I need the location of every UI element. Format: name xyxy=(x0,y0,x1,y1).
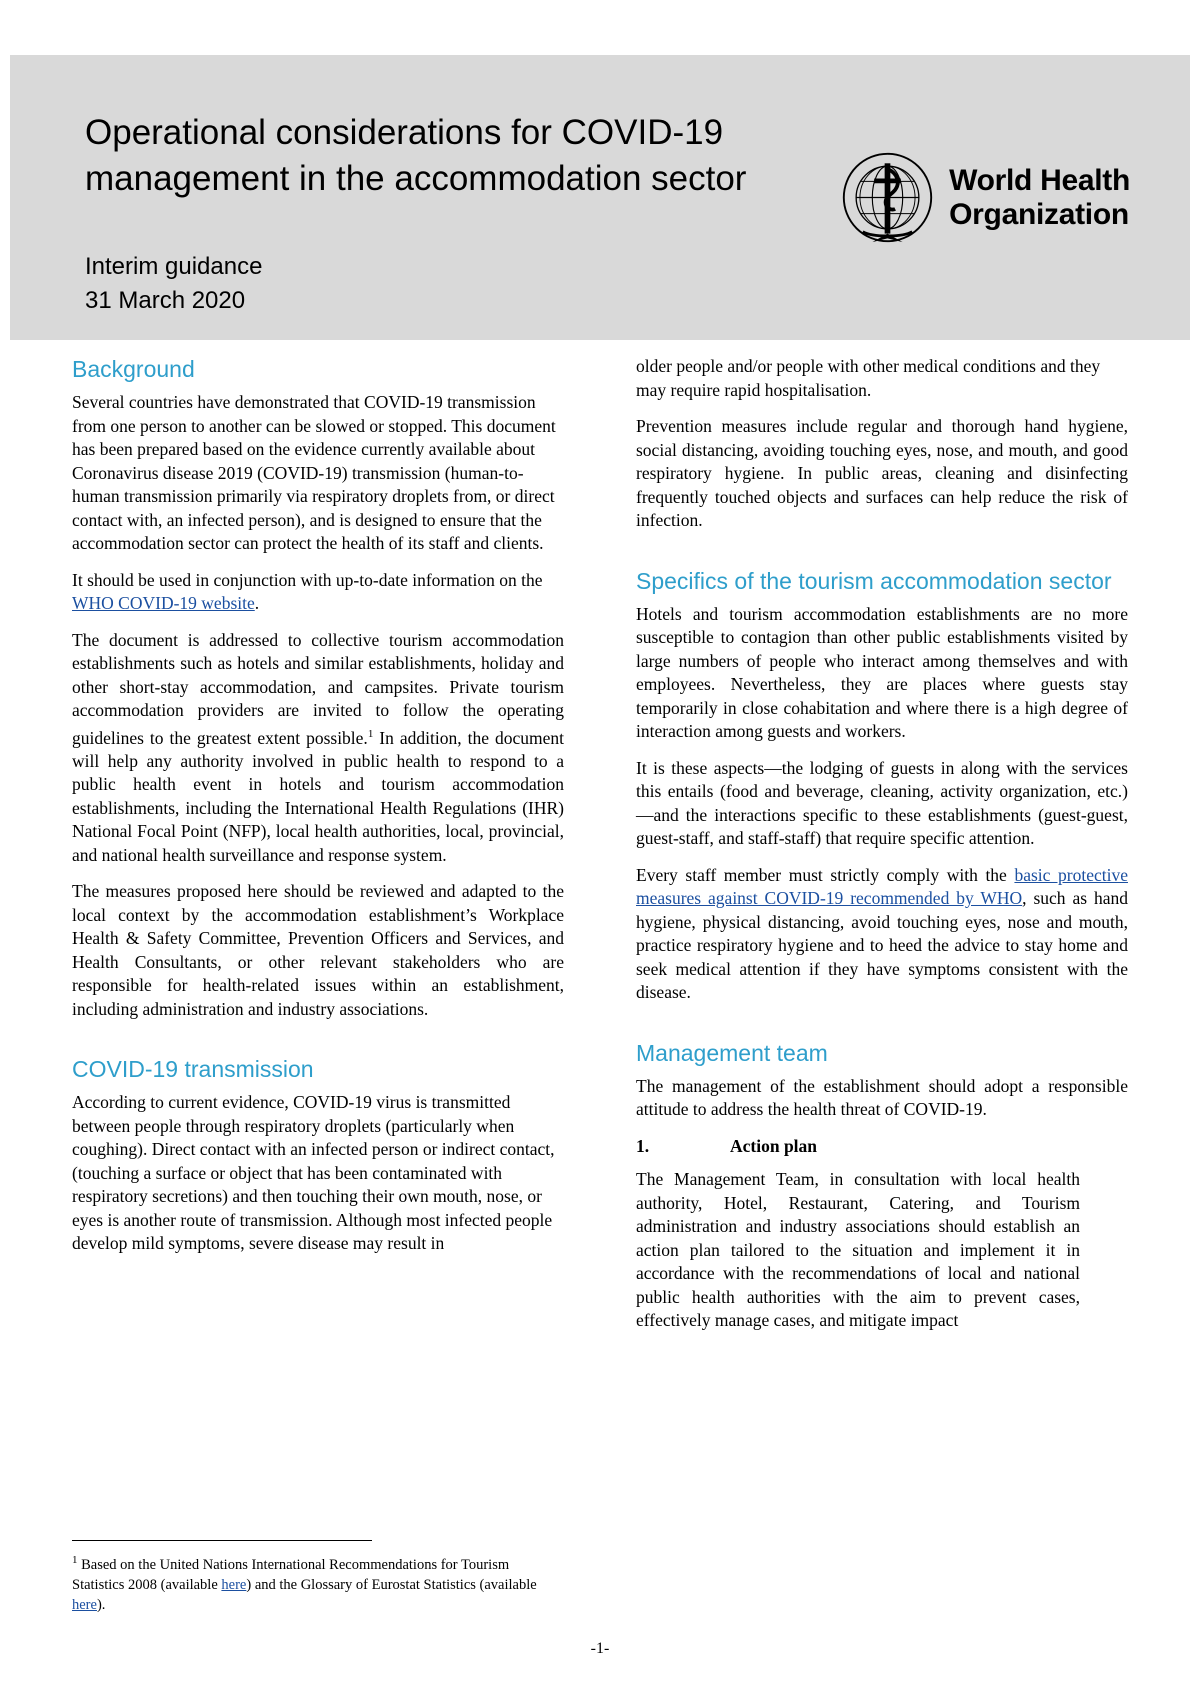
paragraph-text-end: , such as hand hygiene, physical distancing, avoid touching eyes, nose and mouth, practice respiratory hygiene and to heed the advice to stay home and seek medical attention if they have symptoms consistent with the disease. xyxy=(636,888,1128,1002)
section-heading-transmission: COVID-19 transmission xyxy=(72,1056,314,1083)
left-column xyxy=(72,355,564,1269)
paragraph xyxy=(72,629,564,868)
page-number: -1- xyxy=(590,1640,610,1657)
paragraph-with-link xyxy=(636,864,1128,1005)
paragraph-text: Every staff member must strictly comply with the xyxy=(636,864,1015,885)
footnote xyxy=(72,1550,564,1615)
paragraph-text-end: . xyxy=(254,593,260,613)
section-heading-specifics: Specifics of the tourism accommodation sector xyxy=(636,567,1112,594)
footnote-number: 1 xyxy=(72,1554,78,1566)
who-logo xyxy=(840,150,1130,245)
section-heading-management-team: Management team xyxy=(636,1039,828,1066)
page-title: Operational considerations for COVID-19 management in the accommodation sector xyxy=(85,113,747,198)
paragraph: Several countries have demonstrated that COVID-19 transmission from one person to another can be slowed or stopped. This document has been prepared based on the evidence currently available about Coronavirus disease 2019 (COVID-19) transmission (human-to-human transmission primarily via respiratory droplets from, or direct contact with, an infected person), and is designed to ensure that the accommodation sector can protect the health of its staff and clients. xyxy=(72,392,556,553)
who-wordmark-line1: World Health xyxy=(949,163,1130,197)
document-header xyxy=(10,55,1190,340)
list-item-body: The Management Team, in consultation with local health authority, Hotel, Restaurant, Catering, and Tourism administration and industry associations should establish an action plan tailored to the situation and implement it in accordance with the recommendations of local and national public health authorities with the aim to prevent cases, effectively manage cases, and mitigate impact xyxy=(636,1169,1080,1330)
footnote-text-3: ). xyxy=(96,1596,106,1613)
paragraph-text: It should be used in conjunction with up-to-date information on the xyxy=(72,569,543,590)
who-wordmark xyxy=(949,164,1130,232)
footnote-link-eurostat[interactable]: here xyxy=(72,1596,97,1613)
document-meta xyxy=(85,250,262,318)
paragraph: The measures proposed here should be reviewed and adapted to the local context by the accommodation establishment’s Workplace Health & Safety Committee, Prevention Officers and Services, and Health Consultants, or other relevant stakeholders who are responsible for health-related issues within an establishment, including administration and industry associations. xyxy=(72,881,564,1019)
document-body xyxy=(10,355,1190,1535)
paragraph: Prevention measures include regular and thorough hand hygiene, social distancing, avoiding touching eyes, nose, and mouth, and good respiratory hygiene. In public areas, cleaning and disinfecting frequently touched objects and surfaces can help reduce the risk of infection. xyxy=(636,416,1128,530)
footnote-text-1: Based on the United Nations International Recommendations for Tourism Statistics 2008 (available xyxy=(72,1556,510,1593)
paragraph: Hotels and tourism accommodation establishments are no more susceptible to contagion than other public establishments visited by large numbers of people who interact among themselves and with employees. Nevertheless, they are places where guests stay temporarily in close cohabitation and where there is a high degree of interaction among guests and workers. xyxy=(636,603,1128,741)
who-emblem-icon xyxy=(840,150,935,245)
list-item-title: Action plan xyxy=(730,1135,818,1156)
paragraph: It is these aspects—the lodging of guests in along with the services this entails (food and beverage, cleaning, activity organization, etc.)—and the interactions specific to these establishments (guest-guest, guest-staff, and staff-staff) that require specific attention. xyxy=(636,757,1128,848)
paragraph: older people and/or people with other medical conditions and they may require rapid hospitalisation. xyxy=(636,356,1101,400)
document-date: 31 March 2020 xyxy=(85,287,246,314)
paragraph-text-continued: In addition, the document will help any authority involved in public health to respond to a public health event in hotels and tourism accommodation establishments, including the International Health Regulations (IHR) National Focal Point (NFP), local health authorities, local, provincial, and national health surveillance and response system. xyxy=(72,727,564,865)
document-type: Interim guidance xyxy=(85,253,263,280)
who-wordmark-line2: Organization xyxy=(949,197,1129,231)
who-covid19-website-link[interactable]: WHO COVID-19 website xyxy=(72,593,255,613)
paragraph: According to current evidence, COVID-19 virus is transmitted between people through respiratory droplets (particularly when coughing). Direct contact with an infected person or indirect contact, (touching a surface or object that has been contaminated with respiratory secretions) and then touching their own mouth, nose, or eyes is another route of transmission. Although most infected people develop mild symptoms, severe disease may result in xyxy=(72,1092,555,1254)
section-heading-background: Background xyxy=(72,356,195,382)
footnote-marker: 1 xyxy=(367,727,374,740)
footnote-link-unwto[interactable]: here xyxy=(221,1576,247,1593)
paragraph-with-link xyxy=(72,569,564,616)
paragraph-text: The document is addressed to collective tourism accommodation establishments such as hotels and similar establishments, holiday and other short-stay accommodation, and campsites. Private tourism accommodation providers are invited to follow the operating guidelines to the greatest extent possible. xyxy=(72,629,564,748)
page-sheet xyxy=(10,10,1190,1687)
right-column xyxy=(636,355,1128,1346)
list-item-heading xyxy=(636,1135,1128,1159)
footnote-text-2: ) and the Glossary of Eurostat Statistics (available xyxy=(246,1576,537,1593)
footnote-divider xyxy=(72,1540,372,1541)
list-item-number: 1. xyxy=(636,1135,650,1156)
basic-protective-measures-link[interactable]: basic protective measures against COVID-19 recommended by WHO xyxy=(636,864,1128,908)
paragraph: The management of the establishment should adopt a responsible attitude to address the health threat of COVID-19. xyxy=(636,1075,1128,1119)
